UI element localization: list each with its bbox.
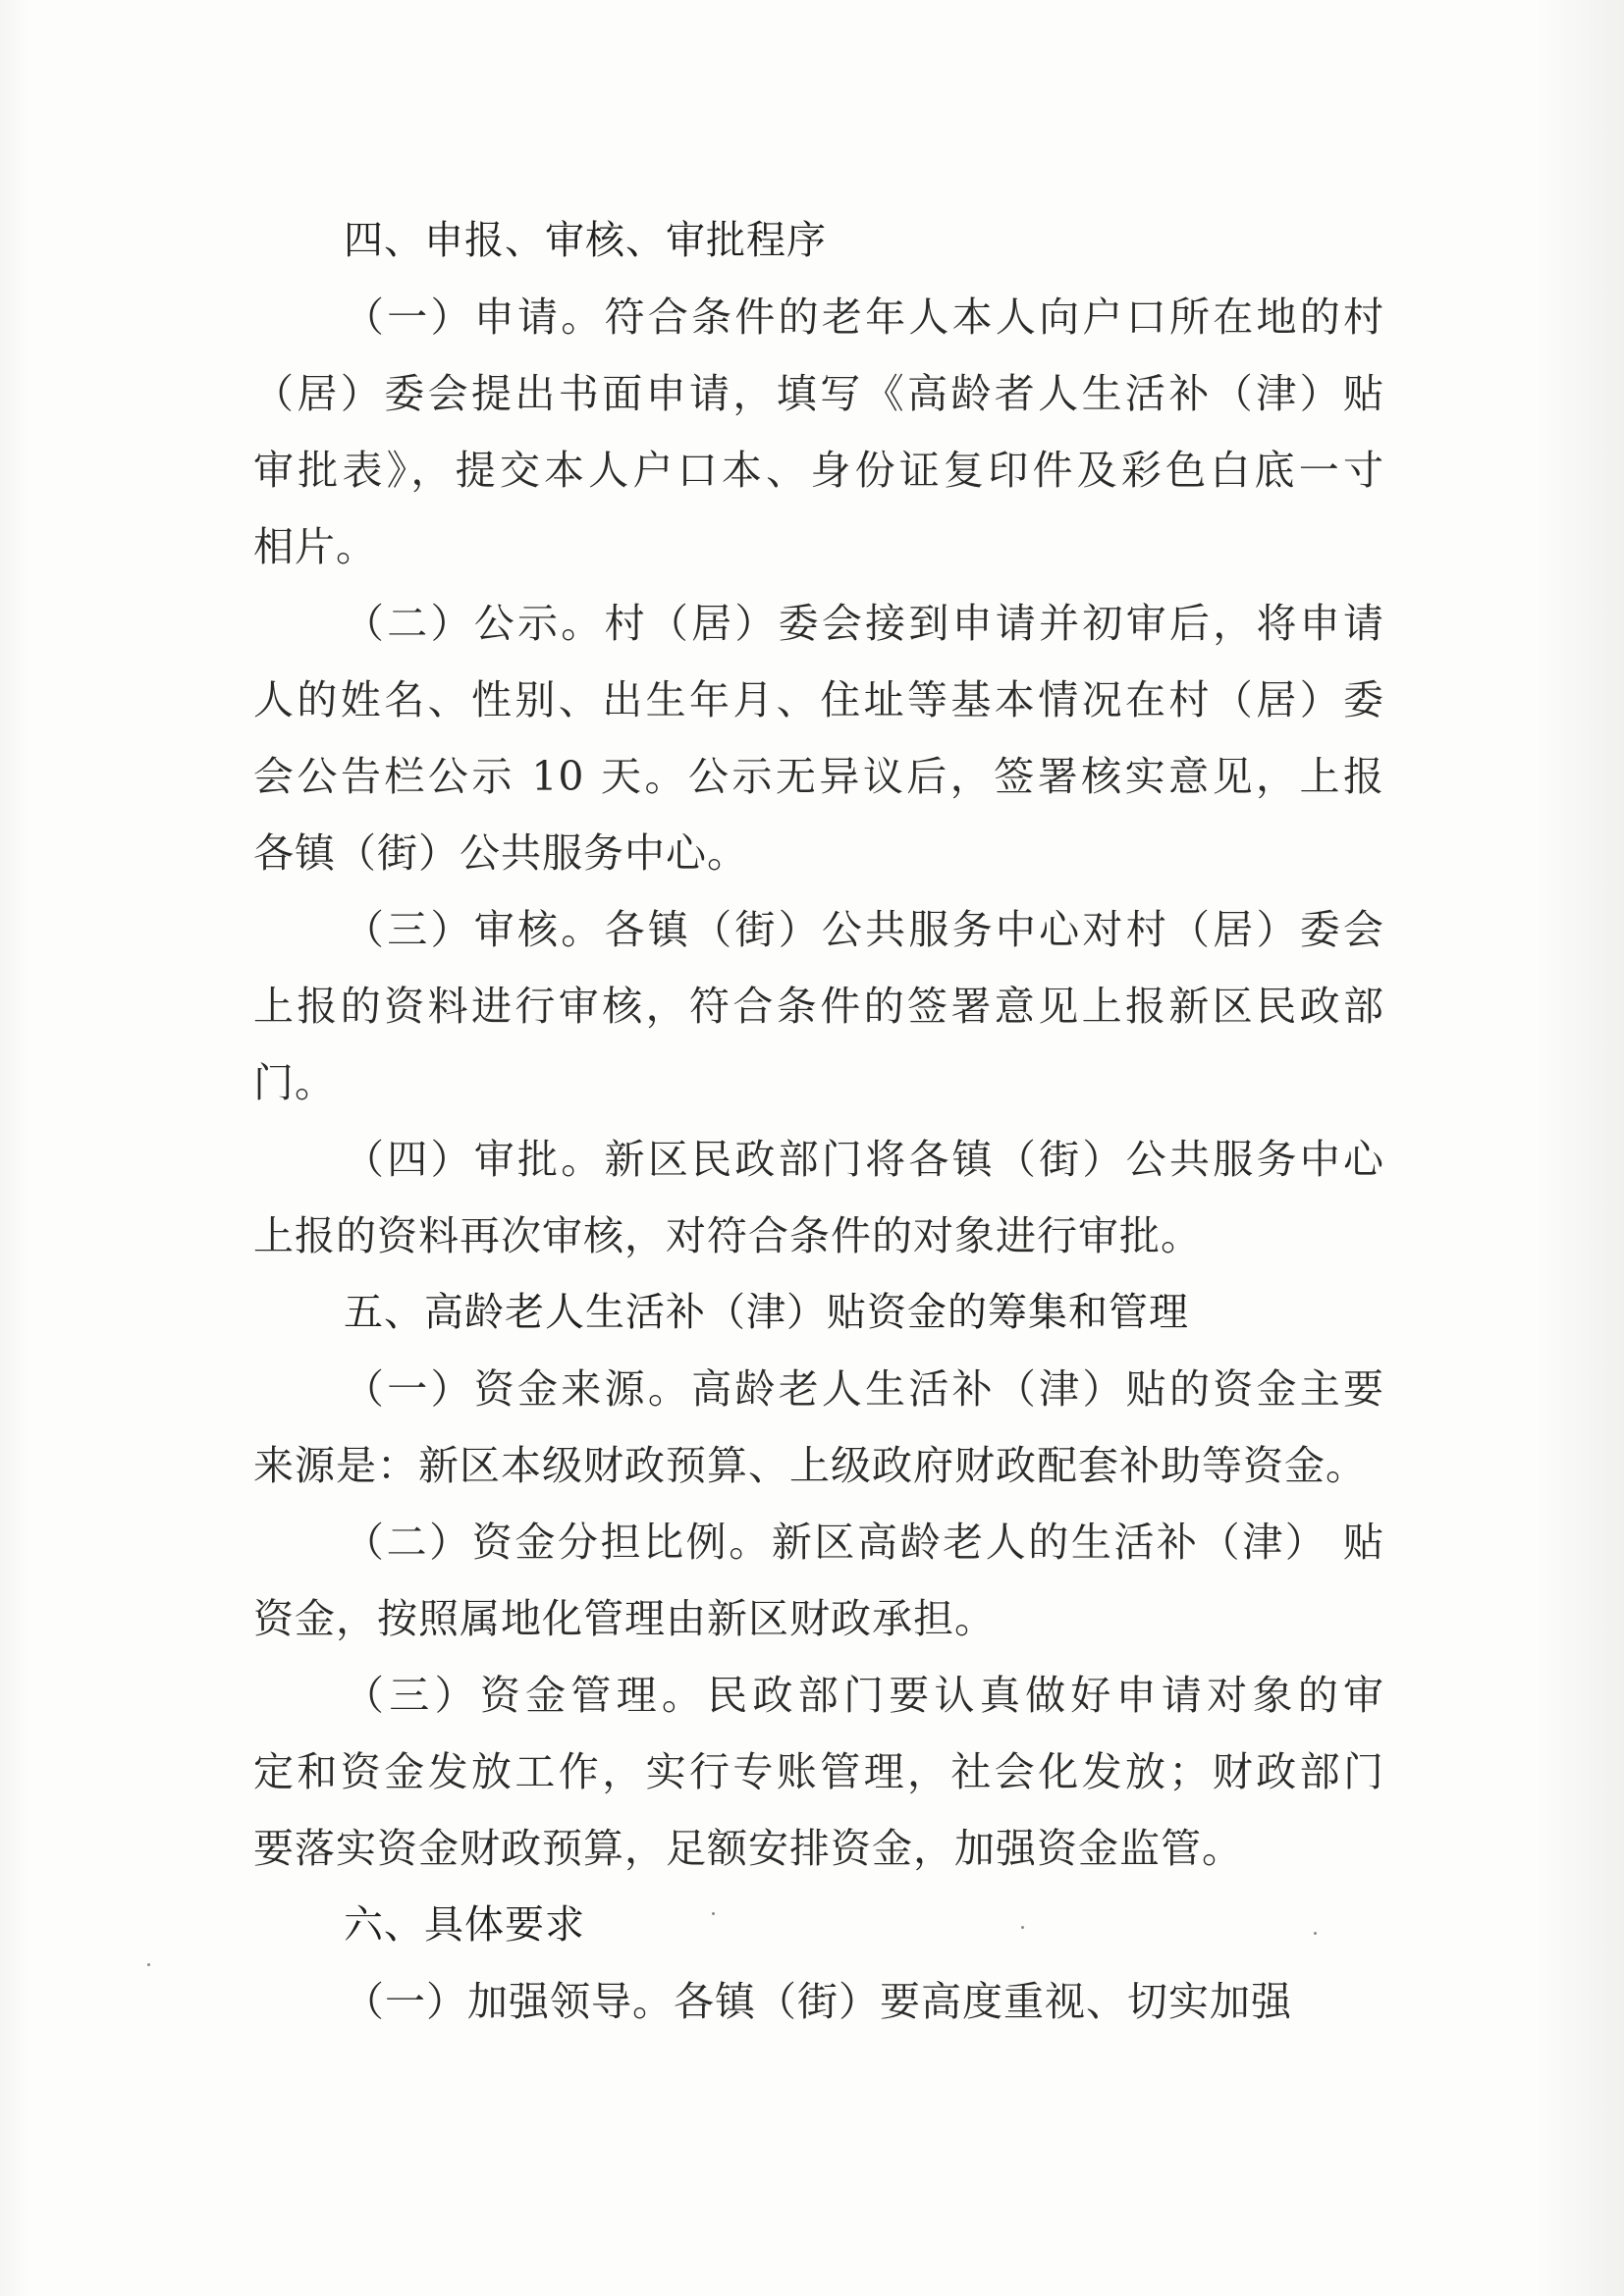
paragraph-line: （三）审核。各镇（街）公共服务中心对村（居）委会	[344, 906, 1384, 953]
paragraph-line: 来源是：新区本级财政预算、上级政府财政配套补助等资金。	[253, 1442, 1367, 1489]
document-body	[253, 202, 1384, 2040]
paragraph-line: （二）资金分担比例。新区高龄老人的生活补（津） 贴	[344, 1519, 1384, 1566]
paragraph-line: 门。	[253, 1059, 336, 1106]
paragraph-line: 定和资金发放工作，实行专账管理，社会化发放；财政部门	[253, 1748, 1384, 1795]
paragraph-line: 人的姓名、性别、出生年月、住址等基本情况在村（居）委	[253, 676, 1384, 723]
scan-speck	[1021, 1926, 1024, 1929]
paragraph-line: 上报的资料进行审核，符合条件的签署意见上报新区民政部	[253, 983, 1384, 1030]
paragraph-line: （二）公示。村（居）委会接到申请并初审后，将申请	[344, 600, 1384, 647]
paragraph-line: （一）资金来源。高龄老人生活补（津）贴的资金主要	[344, 1365, 1384, 1413]
scan-speck	[1314, 1932, 1317, 1935]
paragraph-line: 各镇（街）公共服务中心。	[253, 829, 748, 877]
section-heading-4: 四、申报、审核、审批程序	[344, 218, 827, 263]
paragraph-line: （居）委会提出书面申请，填写《高龄者人生活补（津）贴	[253, 370, 1384, 417]
section-heading-6: 六、具体要求	[344, 1902, 585, 1948]
paragraph-line: 上报的资料再次审核，对符合条件的对象进行审批。	[253, 1212, 1202, 1259]
paragraph-line: （三）资金管理。民政部门要认真做好申请对象的审	[344, 1672, 1384, 1719]
paragraph-line: 相片。	[253, 523, 377, 570]
paragraph-line: 审批表》，提交本人户口本、身份证复印件及彩色白底一寸	[253, 447, 1384, 494]
section-heading-5: 五、高龄老人生活补（津）贴资金的筹集和管理	[344, 1290, 1189, 1335]
paragraph-line: 资金，按照属地化管理由新区财政承担。	[253, 1595, 996, 1642]
paragraph-line: 要落实资金财政预算，足额安排资金，加强资金监管。	[253, 1825, 1243, 1872]
scan-edge-right	[1536, 0, 1624, 2296]
scan-edge-left	[0, 0, 29, 2296]
scan-speck	[147, 1963, 150, 1966]
paragraph-line: （一）申请。符合条件的老年人本人向户口所在地的村	[344, 294, 1384, 341]
paragraph-line: （四）审批。新区民政部门将各镇（街）公共服务中心	[344, 1136, 1384, 1183]
paragraph-line: 会公告栏公示 10 天。公示无异议后，签署核实意见，上报	[253, 753, 1384, 800]
paragraph-line: （一）加强领导。各镇（街）要高度重视、切实加强	[344, 1978, 1292, 2025]
scan-speck	[712, 1912, 715, 1915]
